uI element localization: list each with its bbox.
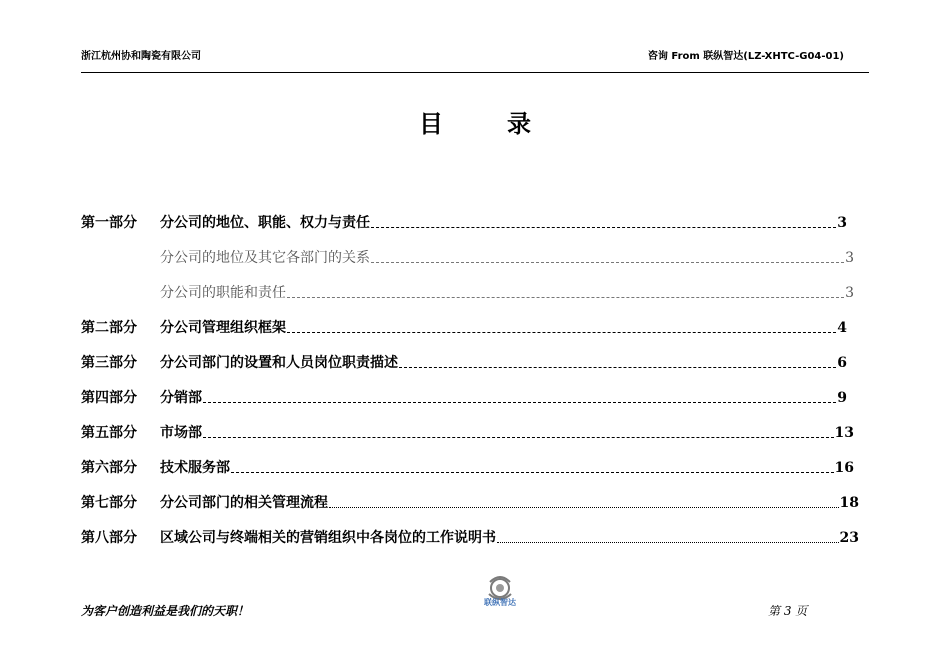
toc-part: 第二部分 bbox=[81, 320, 137, 336]
toc-entry-8[interactable] bbox=[81, 457, 854, 479]
toc-entry-5[interactable] bbox=[81, 352, 847, 374]
toc-part: 第八部分 bbox=[81, 530, 137, 546]
header-rule bbox=[81, 72, 869, 73]
toc-page: 3 bbox=[845, 285, 854, 301]
title-char-1: 目 bbox=[419, 109, 443, 138]
toc-entry-10[interactable] bbox=[81, 527, 859, 549]
toc-leader bbox=[371, 218, 836, 228]
toc-leader bbox=[203, 393, 836, 403]
toc-entry-3[interactable] bbox=[160, 282, 854, 304]
toc-text: 分公司部门的设置和人员岗位职责描述 bbox=[160, 355, 398, 371]
header-consulting: 咨询 From 联纵智达(LZ-XHTC-G04-01) bbox=[647, 51, 844, 62]
toc-text: 分销部 bbox=[160, 390, 202, 406]
toc-entry-9[interactable] bbox=[81, 492, 859, 514]
toc-page: 16 bbox=[834, 460, 854, 476]
header-company: 浙江杭州协和陶瓷有限公司 bbox=[81, 51, 201, 62]
title-char-2: 录 bbox=[507, 109, 531, 138]
toc-leader bbox=[371, 253, 844, 263]
toc-entry-7[interactable] bbox=[81, 422, 854, 444]
toc-page: 23 bbox=[839, 530, 859, 546]
toc-text: 分公司的职能和责任 bbox=[160, 285, 286, 301]
toc-text: 分公司的地位及其它各部门的关系 bbox=[160, 250, 370, 266]
footer-page-label: 第 3 页 bbox=[768, 604, 808, 618]
toc-part: 第三部分 bbox=[81, 355, 137, 371]
toc-page: 6 bbox=[837, 355, 847, 371]
toc-page: 3 bbox=[837, 215, 847, 231]
logo-text: 联纵智达 bbox=[484, 598, 516, 607]
toc-entry-4[interactable] bbox=[81, 317, 847, 339]
toc-part: 第四部分 bbox=[81, 390, 137, 406]
toc-part: 第六部分 bbox=[81, 460, 137, 476]
toc-text: 区域公司与终端相关的营销组织中各岗位的工作说明书 bbox=[160, 530, 496, 546]
page-title bbox=[0, 104, 950, 139]
toc-entry-2[interactable] bbox=[160, 247, 854, 269]
toc-leader bbox=[399, 358, 836, 368]
toc-page: 13 bbox=[834, 425, 854, 441]
toc-part: 第五部分 bbox=[81, 425, 137, 441]
toc-part: 第一部分 bbox=[81, 215, 137, 231]
toc-page: 4 bbox=[837, 320, 847, 336]
toc-page: 3 bbox=[845, 250, 854, 266]
toc-text: 技术服务部 bbox=[160, 460, 230, 476]
toc-page: 9 bbox=[837, 390, 847, 406]
toc-text: 分公司部门的相关管理流程 bbox=[160, 495, 328, 511]
toc-part: 第七部分 bbox=[81, 495, 137, 511]
toc-text: 分公司管理组织框架 bbox=[160, 320, 286, 336]
toc-leader bbox=[329, 498, 839, 508]
toc-leader bbox=[287, 323, 836, 333]
toc-leader bbox=[203, 428, 834, 438]
toc-entry-1[interactable] bbox=[81, 212, 847, 234]
toc-text: 分公司的地位、职能、权力与责任 bbox=[160, 215, 370, 231]
toc-leader bbox=[231, 463, 834, 473]
toc-leader bbox=[287, 288, 844, 298]
toc-leader bbox=[497, 533, 839, 543]
toc-page: 18 bbox=[839, 495, 859, 511]
toc-text: 市场部 bbox=[160, 425, 202, 441]
toc-entry-6[interactable] bbox=[81, 387, 847, 409]
footer-slogan: 为客户创造利益是我们的天职！ bbox=[81, 604, 250, 618]
